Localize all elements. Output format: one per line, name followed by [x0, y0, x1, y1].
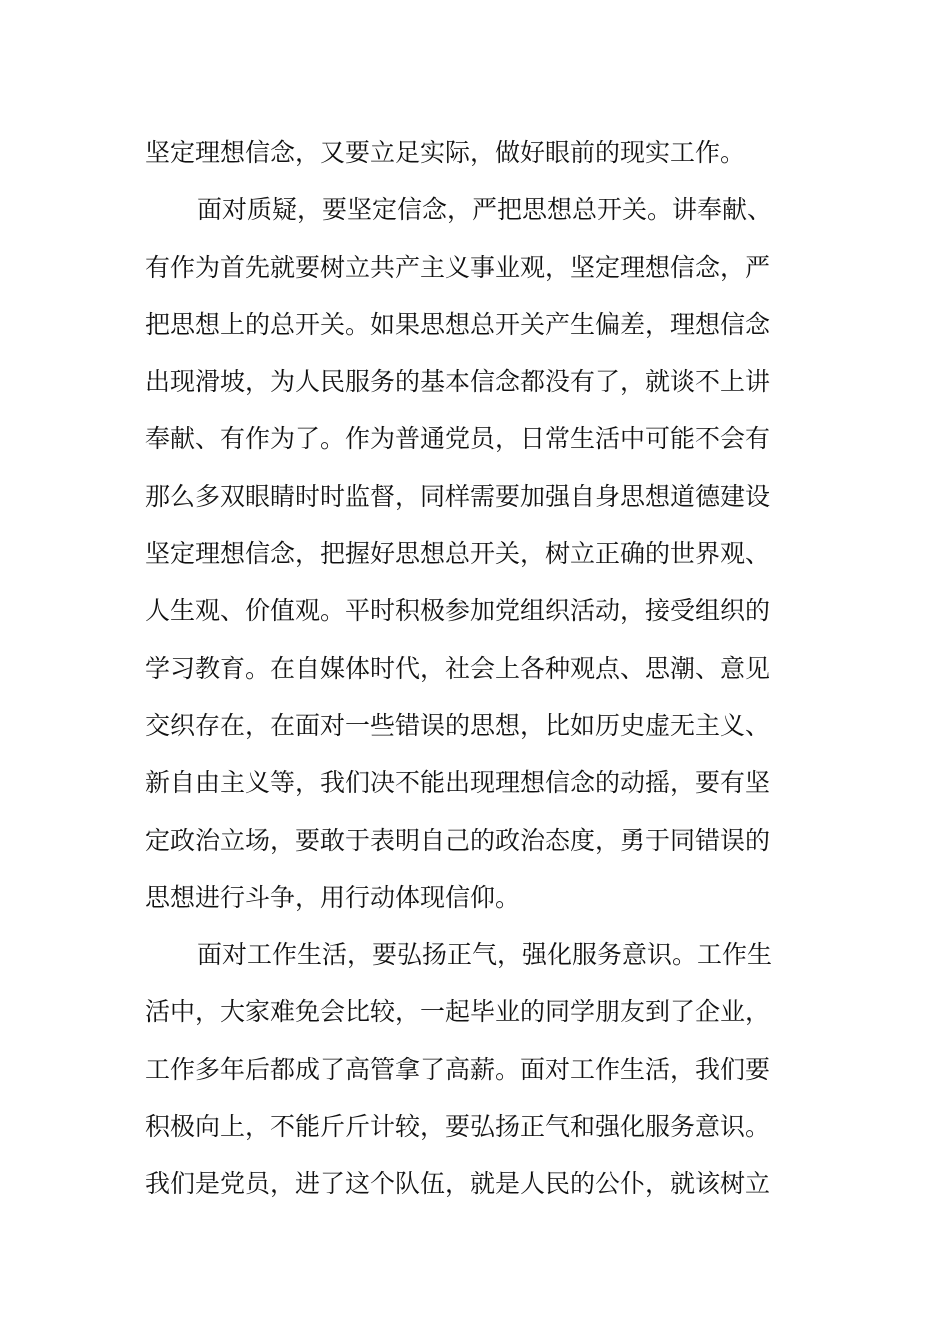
text-line: 坚定理想信念，又要立足实际，做好眼前的现实工作。 — [145, 138, 746, 167]
text-line: 新自由主义等，我们决不能出现理想信念的动摇，要有坚 — [145, 768, 771, 798]
text-line: 交织存在，在面对一些错误的思想，比如历史虚无主义、 — [145, 710, 771, 740]
text-line: 工作多年后都成了高管拿了高薪。面对工作生活，我们要 — [145, 1054, 771, 1084]
text-line: 活中，大家难免会比较，一起毕业的同学朋友到了企业， — [145, 997, 771, 1027]
text-line: 定政治立场，要敢于表明自己的政治态度，勇于同错误的 — [145, 825, 771, 855]
text-line: 奉献、有作为了。作为普通党员，日常生活中可能不会有 — [145, 424, 771, 454]
text-line: 把思想上的总开关。如果思想总开关产生偏差，理想信念 — [145, 309, 771, 339]
text-line: 出现滑坡，为人民服务的基本信念都没有了，就谈不上讲 — [145, 367, 771, 397]
text-line: 坚定理想信念，把握好思想总开关，树立正确的世界观、 — [145, 539, 771, 569]
paragraph-start-line: 面对工作生活，要弘扬正气，强化服务意识。工作生 — [197, 940, 773, 970]
paragraph-start-line: 面对质疑，要坚定信念，严把思想总开关。讲奉献、 — [197, 195, 773, 225]
text-line: 有作为首先就要树立共产主义事业观，坚定理想信念，严 — [145, 252, 771, 282]
text-line: 那么多双眼睛时时监督，同样需要加强自身思想道德建设 — [145, 481, 771, 511]
text-line: 思想进行斗争，用行动体现信仰。 — [145, 882, 521, 912]
text-line: 学习教育。在自媒体时代，社会上各种观点、思潮、意见 — [145, 653, 771, 683]
text-line: 我们是党员，进了这个队伍，就是人民的公仆，就该树立 — [145, 1169, 771, 1199]
text-line: 人生观、价值观。平时积极参加党组织活动，接受组织的 — [145, 596, 771, 626]
text-line: 积极向上，不能斤斤计较，要弘扬正气和强化服务意识。 — [145, 1112, 771, 1142]
body-text — [145, 124, 810, 1213]
